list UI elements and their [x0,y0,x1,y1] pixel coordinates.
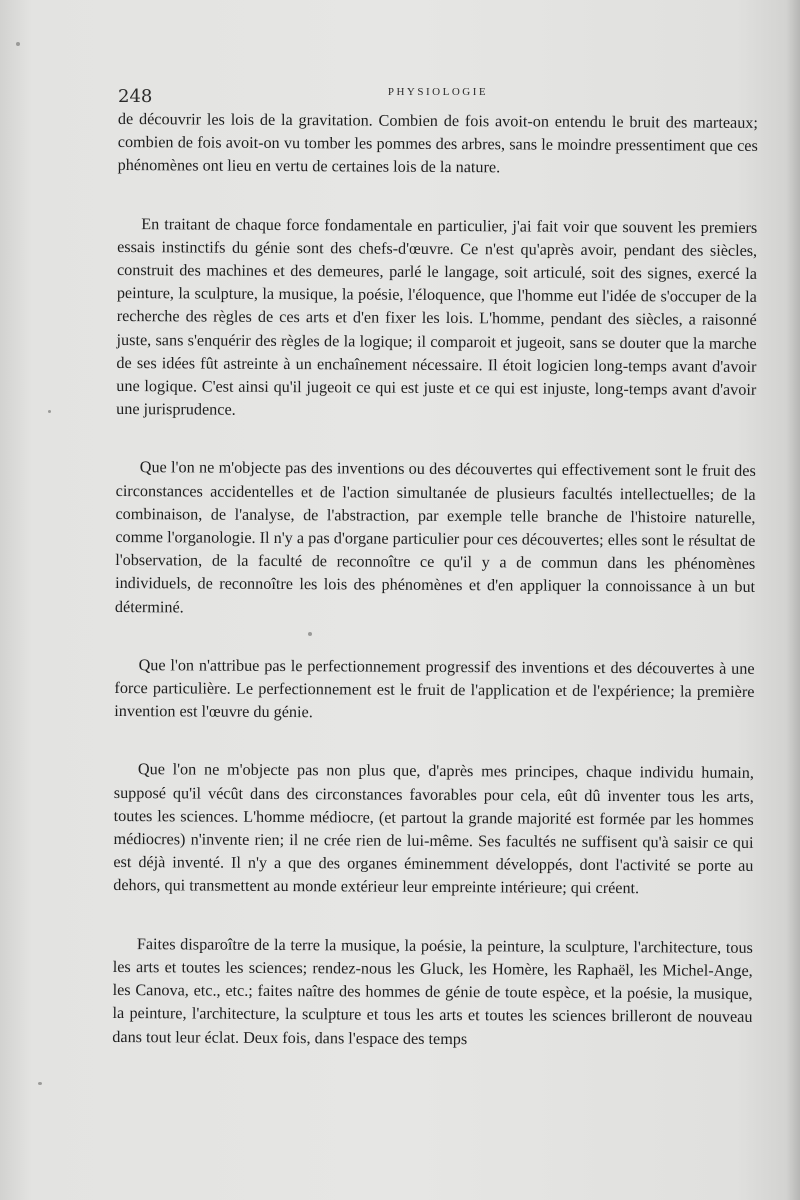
running-head: PHYSIOLOGIE [387,86,489,98]
paragraph-3: Que l'on ne m'objecte pas des inventions ou des découvertes qui effectivement sont le fruit des circonstances accidentelles et de l'action simultanée de plusieurs facultés intellectuelles; de la combinaison, de l'analyse, de l'abstraction, par exemple telle branche de l'histoire naturelle, comme l'organologie. Il n'y a pas d'organe particulier pour ces découvertes; elles sont le résultat de l'observation, de la faculté de reconnoître ce qu'il y a de commun dans les phénomènes individuels, de reconnoître les lois des phénomènes et d'en appliquer la connoissance à un but déterminé. [114,458,756,617]
paragraph-4: Que l'on n'attribue pas le perfectionnement progressif des inventions et des découvertes à une force particulière. Le perfectionnement est le fruit de l'application et de l'expérience; la première invention est l'œuvre du génie. [114,655,755,722]
paragraph-2: En traitant de chaque force fondamentale en particulier, j'ai fait voir que souvent les premiers essais instinctifs du génie sont des chefs-d'œuvre. Ce n'est qu'après avoir, pendant des siècles, construit des machines et des demeures, parlé le langage, soit articulé, soit des signes, exercé la peinture, la sculpture, la musique, la poésie, l'éloquence, que l'homme eut l'idée de s'occuper de la recherche des règles de ces arts et d'en fixer les lois. L'homme, pendant des siècles, a raisonné juste, sans s'enquérir des règles de la logique; il comparoit et jugeoit, sans se douter que la marche de ses idées fût astreinte à un enchaînement nécessaire. Il étoit logicien long-temps avant d'avoir une logique. C'est ainsi qu'il jugeoit ce qui est juste et ce qui est injuste, long-temps avant d'avoir une jurisprudence. [116,214,758,419]
page-edge-shadow [786,0,800,1200]
page-number: 248 [118,86,153,107]
body-text [112,108,758,1088]
paper-speck [38,1082,42,1085]
paragraph-6: Faites disparoître de la terre la musique, la poésie, la peinture, la sculpture, l'architecture, tous les arts et toutes les sciences; rendez-nous les Gluck, les Homère, les Raphaël, les Michel-Ange, les Canova, etc., etc.; faites naître des hommes de génie de toute espèce, et la poésie, la musique, la peinture, l'architecture, la sculpture et tous les arts et toutes les sciences brilleront de nouveau dans tout leur éclat. Deux fois, dans l'espace des temps [112,934,753,1048]
paragraph-5: Que l'on ne m'objecte pas non plus que, d'après mes principes, chaque individu humain, supposé qu'il vécût dans des circonstances favorables pour cela, eût dû inventer tous les arts, toutes les sciences. L'homme médiocre, (et partout la grande majorité est formée par les hommes médiocres) n'invente rien; il ne crée rien de lui-même. Ses facultés ne suffisent qu'à saisir ce qui est déjà inventé. Il n'y a que des organes éminemment développés, dont l'activité se porte au dehors, qui transmettent au monde extérieur leur empreinte intérieure; qui créent. [113,760,755,898]
page-header [118,82,758,112]
paper-speck [48,410,51,413]
paper-speck [308,632,312,636]
paper-speck [16,42,20,46]
paragraph-1: de découvrir les lois de la gravitation. Combien de fois avoit-on entendu le bruit des marteaux; combien de fois avoit-on vu tomber les pommes des arbres, sans le moindre pressentiment que ces phénomènes ont lieu en vertu de certaines lois de la nature. [117,109,758,177]
